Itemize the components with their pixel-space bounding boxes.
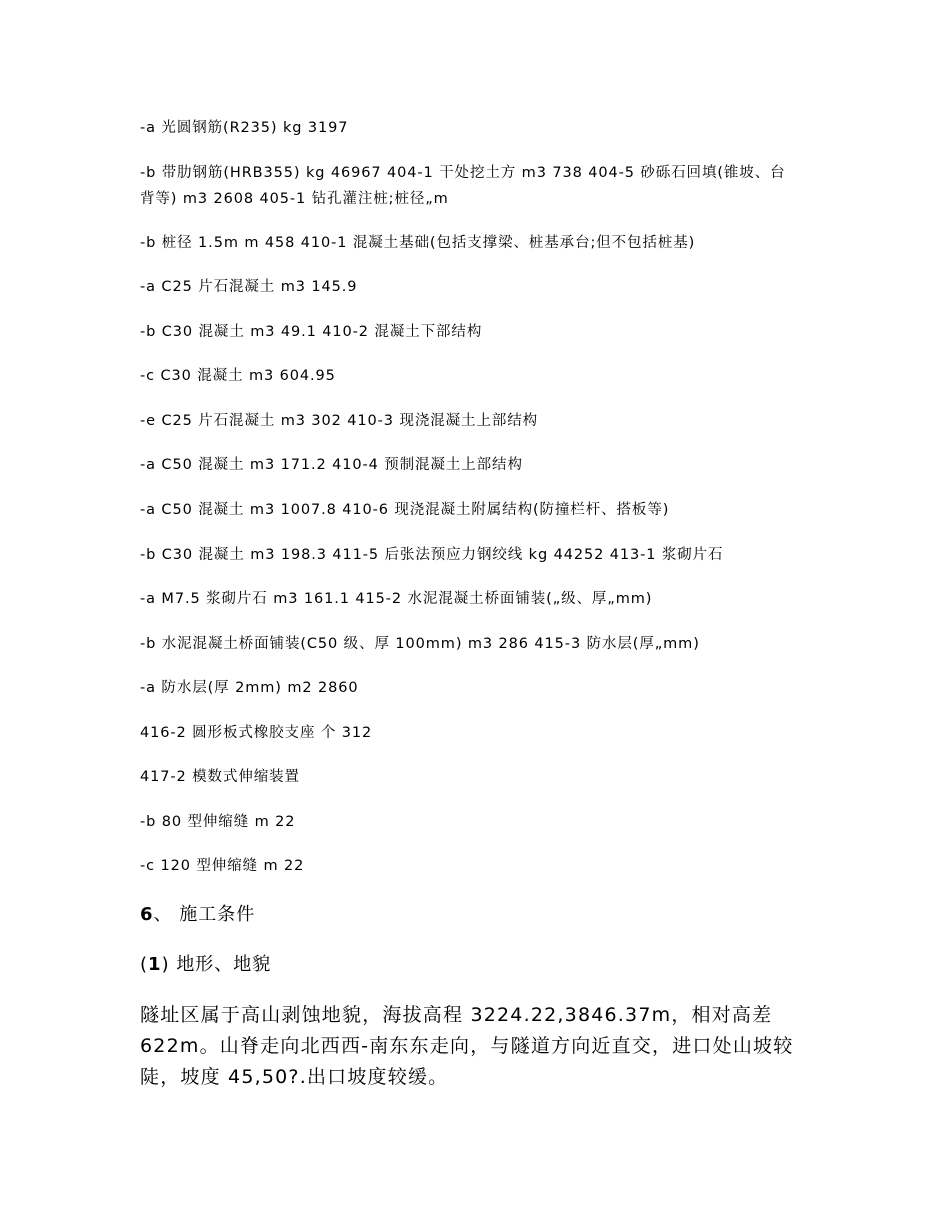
subsection-number: 1 <box>148 954 162 975</box>
item-line: -a 防水层(厚 2mm) m2 2860 <box>140 680 359 696</box>
subsection-heading: (1) 地形、地貌 <box>140 954 272 975</box>
item-line: -a C50 混凝土 m3 1007.8 410-6 现浇混凝土附属结构(防撞栏杆、搭板等) <box>140 502 670 518</box>
item-line: -b C30 混凝土 m3 49.1 410-2 混凝土下部结构 <box>140 324 483 340</box>
item-line: -a M7.5 浆砌片石 m3 161.1 415-2 水泥混凝土桥面铺装(„级、厚„mm) <box>140 591 653 607</box>
item-line: -b 带肋钢筋(HRB355) kg 46967 404-1 干处挖土方 m3 738 404-5 砂砾石回填(锥坡、台背等) m3 2608 405-1 钻孔灌注桩;桩径„m <box>140 165 786 207</box>
item-line: -e C25 片石混凝土 m3 302 410-3 现浇混凝土上部结构 <box>140 413 539 429</box>
item-line: -a C50 混凝土 m3 171.2 410-4 预制混凝土上部结构 <box>140 457 523 473</box>
item-line: -b 80 型伸缩缝 m 22 <box>140 814 296 830</box>
terrain-paragraph: 隧址区属于高山剥蚀地貌，海拔高程 3224.22,3846.37m，相对高差 622m。山脊走向北西西-南东东走向，与隧道方向近直交，进口处山坡较陡，坡度 45,50?.出口坡度较缓。 <box>140 1004 794 1088</box>
section-number: 6 <box>140 904 154 925</box>
item-line: -a C25 片石混凝土 m3 145.9 <box>140 279 358 295</box>
item-line: 416-2 圆形板式橡胶支座 个 312 <box>140 725 373 741</box>
item-line: -c 120 型伸缩缝 m 22 <box>140 858 305 874</box>
item-line: -b 水泥混凝土桥面铺装(C50 级、厚 100mm) m3 286 415-3 防水层(厚„mm) <box>140 636 700 652</box>
subsection-title: 地形、地貌 <box>176 954 272 975</box>
item-line: -a 光圆钢筋(R235) kg 3197 <box>140 120 349 136</box>
item-line: -c C30 混凝土 m3 604.95 <box>140 368 336 384</box>
item-line: -b C30 混凝土 m3 198.3 411-5 后张法预应力钢绞线 kg 44252 413-1 浆砌片石 <box>140 547 724 563</box>
section-title: 施工条件 <box>179 904 256 925</box>
section-separator: 、 <box>153 904 173 925</box>
section-heading <box>140 903 255 927</box>
item-line: -b 桩径 1.5m m 458 410-1 混凝土基础(包括支撑梁、桩基承台;但不包括桩基) <box>140 235 696 251</box>
item-line: 417-2 模数式伸缩装置 <box>140 769 300 785</box>
